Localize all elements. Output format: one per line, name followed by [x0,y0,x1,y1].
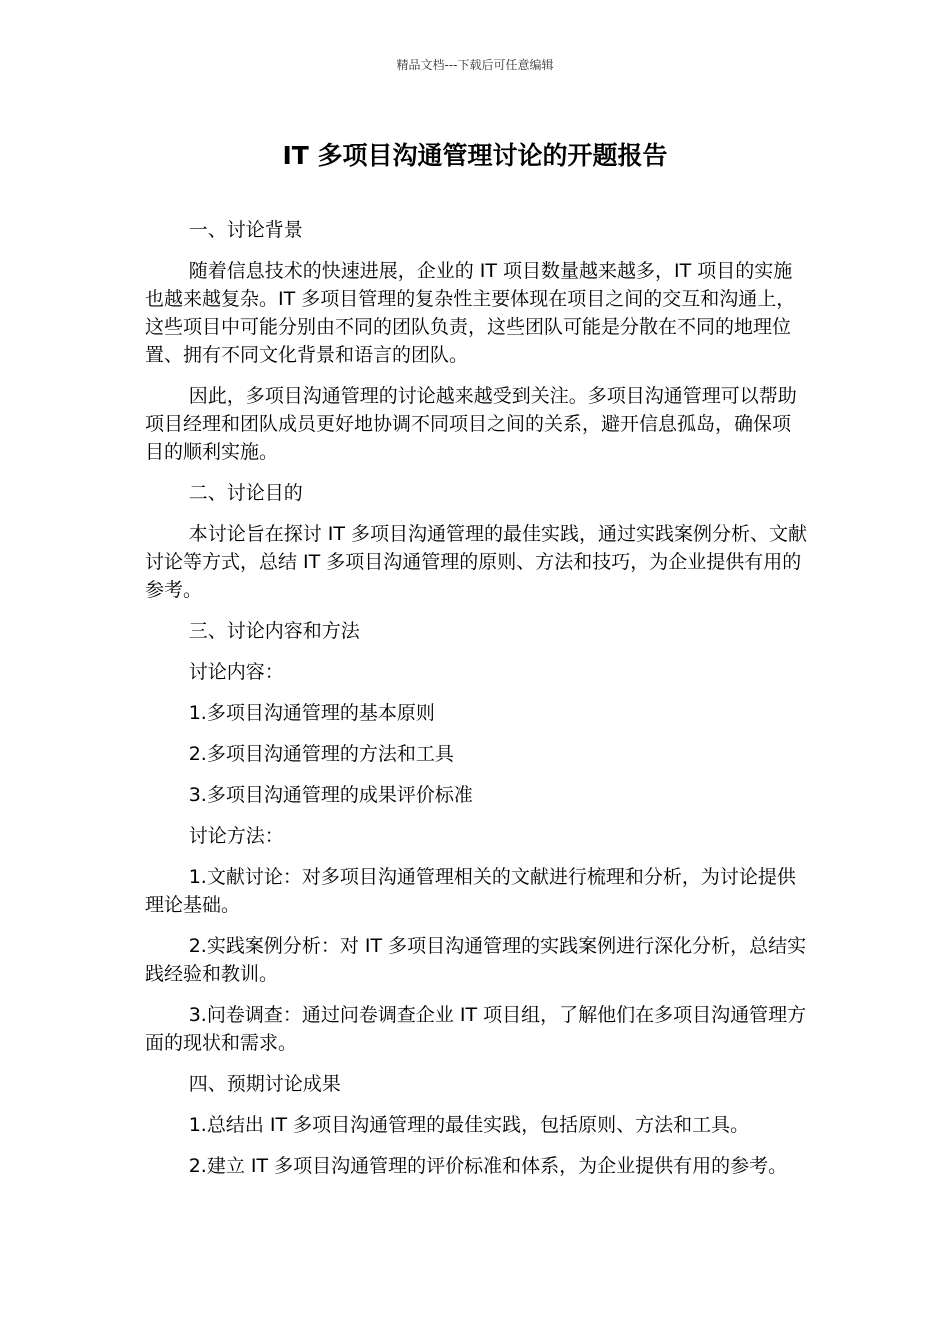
paragraph: 因此，多项目沟通管理的讨论越来越受到关注。多项目沟通管理可以帮助项目经理和团队成员更好地协调不同项目之间的关系，避开信息孤岛，确保项目的顺利实施。 [145,385,797,463]
list-item: 1.文献讨论：对多项目沟通管理相关的文献进行梳理和分析，为讨论提供理论基础。 [145,866,796,916]
page-header: 精品文档---下载后可任意编辑 [396,58,554,72]
paragraph: 讨论内容： [188,661,284,683]
section-heading-expected-results: 四、预期讨论成果 [188,1073,341,1095]
list-item: 3.多项目沟通管理的成果评价标准 [188,784,473,806]
section-heading-background: 一、讨论背景 [188,219,303,241]
document-title: IT 多项目沟通管理讨论的开题报告 [282,141,668,170]
paragraph: 随着信息技术的快速进展，企业的 IT 项目数量越来越多，IT 项目的实施也越来越复杂。IT 多项目管理的复杂性主要体现在项目之间的交互和沟通上，这些项目中可能分别由不同的团队负责，这些团队可能是分散在不同的地理位置、拥有不同文化背景和语言的团队。 [145,260,796,366]
paragraph: 讨论方法： [188,825,284,847]
list-item: 1.多项目沟通管理的基本原则 [188,702,435,724]
list-item: 2.建立 IT 多项目沟通管理的评价标准和体系，为企业提供有用的参考。 [188,1155,788,1177]
list-item: 1.总结出 IT 多项目沟通管理的最佳实践，包括原则、方法和工具。 [188,1114,750,1136]
document-body [145,216,807,1193]
list-item: 2.实践案例分析：对 IT 多项目沟通管理的实践案例进行深化分析，总结实践经验和教训。 [145,935,807,985]
section-heading-content-methods: 三、讨论内容和方法 [188,620,360,642]
list-item: 2.多项目沟通管理的方法和工具 [188,743,454,765]
paragraph: 本讨论旨在探讨 IT 多项目沟通管理的最佳实践，通过实践案例分析、文献讨论等方式，总结 IT 多项目沟通管理的原则、方法和技巧，为企业提供有用的参考。 [145,523,807,601]
list-item: 3.问卷调查：通过问卷调查企业 IT 项目组，了解他们在多项目沟通管理方面的现状和需求。 [145,1004,807,1054]
section-heading-purpose: 二、讨论目的 [188,482,303,504]
